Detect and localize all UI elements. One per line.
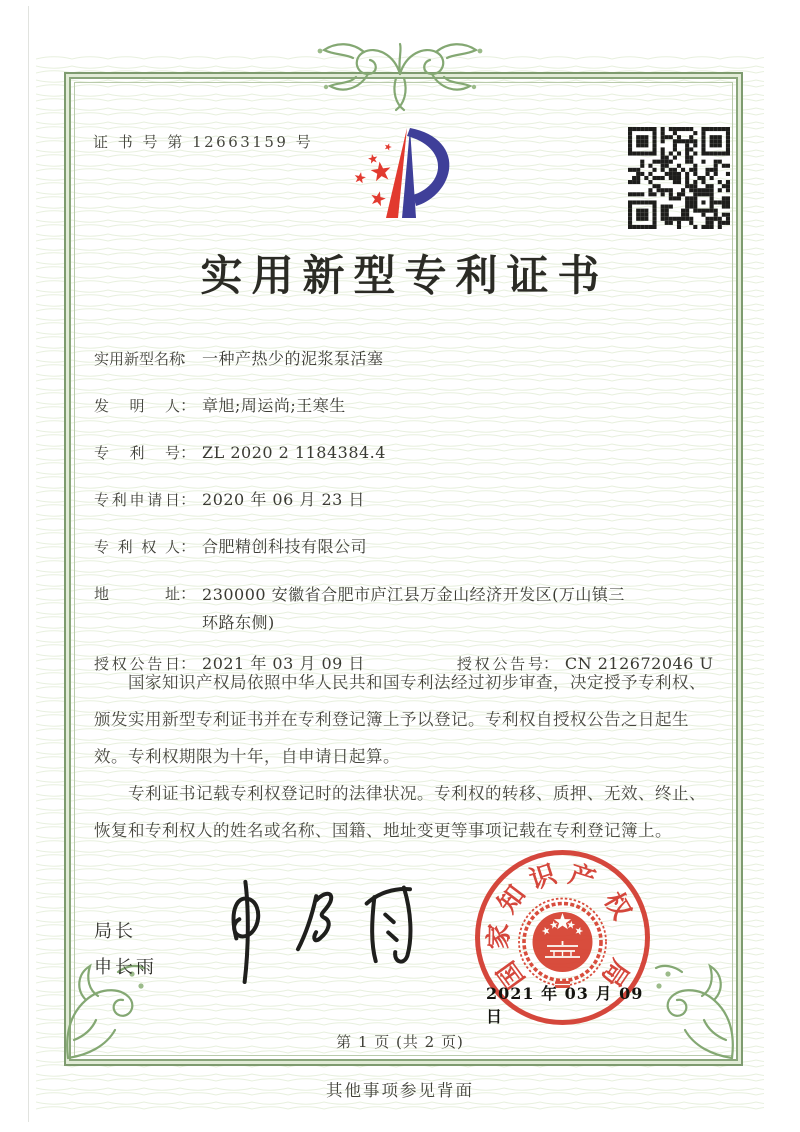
- grant-number-value: CN 212672046 U: [564, 654, 714, 673]
- filing-date-value: 2020 年 06 月 23 日: [202, 490, 365, 509]
- seal-date: 2021 年 03 月 09 日: [486, 984, 644, 1026]
- field-label: 授权公告日: [94, 655, 180, 673]
- inventors-value: 章旭;周运尚;王寒生: [202, 396, 346, 415]
- field-colon: ：: [180, 349, 197, 368]
- qr-code: [628, 127, 730, 229]
- field-label: 专利权人: [94, 538, 180, 556]
- certificate-number: 证 书 号 第 12663159 号: [93, 133, 314, 151]
- legal-text: [94, 664, 714, 849]
- field-colon: ：: [180, 490, 197, 509]
- field-label: 地址: [94, 585, 180, 603]
- shen-changyu-signature: [200, 870, 440, 988]
- field-row-patent-number: [94, 440, 714, 466]
- officer-block: [94, 913, 157, 985]
- svg-text:权: 权: [597, 887, 637, 925]
- field-colon: ：: [180, 654, 197, 673]
- field-row-address: [94, 581, 714, 637]
- field-label: 发明人: [94, 397, 180, 415]
- field-row-patent-name: [94, 346, 714, 372]
- legal-paragraph-1: 国家知识产权局依照中华人民共和国专利法经过初步审查，决定授予专利权、颁发实用新型专利证书并在专利登记簿上予以登记。专利权自授权公告之日起生效。专利权期限为十年，自申请日起算。: [94, 673, 706, 766]
- cnipa-patent-logo-icon: [336, 118, 468, 236]
- patentee-value: 合肥精创科技有限公司: [202, 537, 368, 556]
- legal-paragraph-2: 专利证书记载专利权登记时的法律状况。专利权的转移、质押、无效、终止、恢复和专利权人的姓名或名称、国籍、地址变更等事项记载在专利登记簿上。: [94, 784, 706, 840]
- field-colon: ：: [180, 584, 197, 603]
- svg-text:知: 知: [492, 880, 533, 920]
- svg-text:家: 家: [484, 923, 515, 950]
- back-side-note: 其他事项参见背面: [326, 1081, 474, 1100]
- field-colon: ：: [180, 443, 197, 462]
- field-row-filing-date: [94, 487, 714, 513]
- address-value: 230000 安徽省合肥市庐江县万金山经济开发区(万山镇三环路东侧): [202, 585, 625, 632]
- field-label: 专利申请日: [94, 491, 180, 509]
- patent-fields: [94, 346, 714, 698]
- national-emblem-icon: [519, 899, 606, 989]
- grant-date-value: 2021 年 03 月 09 日: [202, 654, 365, 673]
- field-label: 实用新型名称: [94, 350, 185, 368]
- field-colon: ：: [180, 396, 197, 415]
- svg-text:识: 识: [525, 859, 561, 896]
- field-row-patentee: [94, 534, 714, 560]
- scan-page-edge: [28, 6, 29, 1122]
- top-center-flourish-ornament: [288, 42, 512, 126]
- field-colon: ：: [180, 537, 197, 556]
- officer-title: 局长: [94, 921, 136, 941]
- field-colon: ：: [542, 654, 559, 673]
- certificate-title: 实用新型专利证书: [200, 251, 609, 300]
- officer-name: 申长雨: [94, 957, 157, 977]
- svg-text:局: 局: [594, 953, 635, 992]
- svg-text:国: 国: [491, 955, 532, 994]
- page-number: 第 1 页 (共 2 页): [336, 1033, 464, 1051]
- patent-number-value: ZL 2020 2 1184384.4: [202, 443, 386, 462]
- field-label: 授权公告号: [456, 655, 543, 673]
- field-row-inventors: [94, 393, 714, 419]
- svg-text:产: 产: [564, 859, 600, 896]
- field-label: 专利号: [94, 444, 180, 462]
- patent-name-value: 一种产热少的泥浆泵活塞: [202, 349, 384, 368]
